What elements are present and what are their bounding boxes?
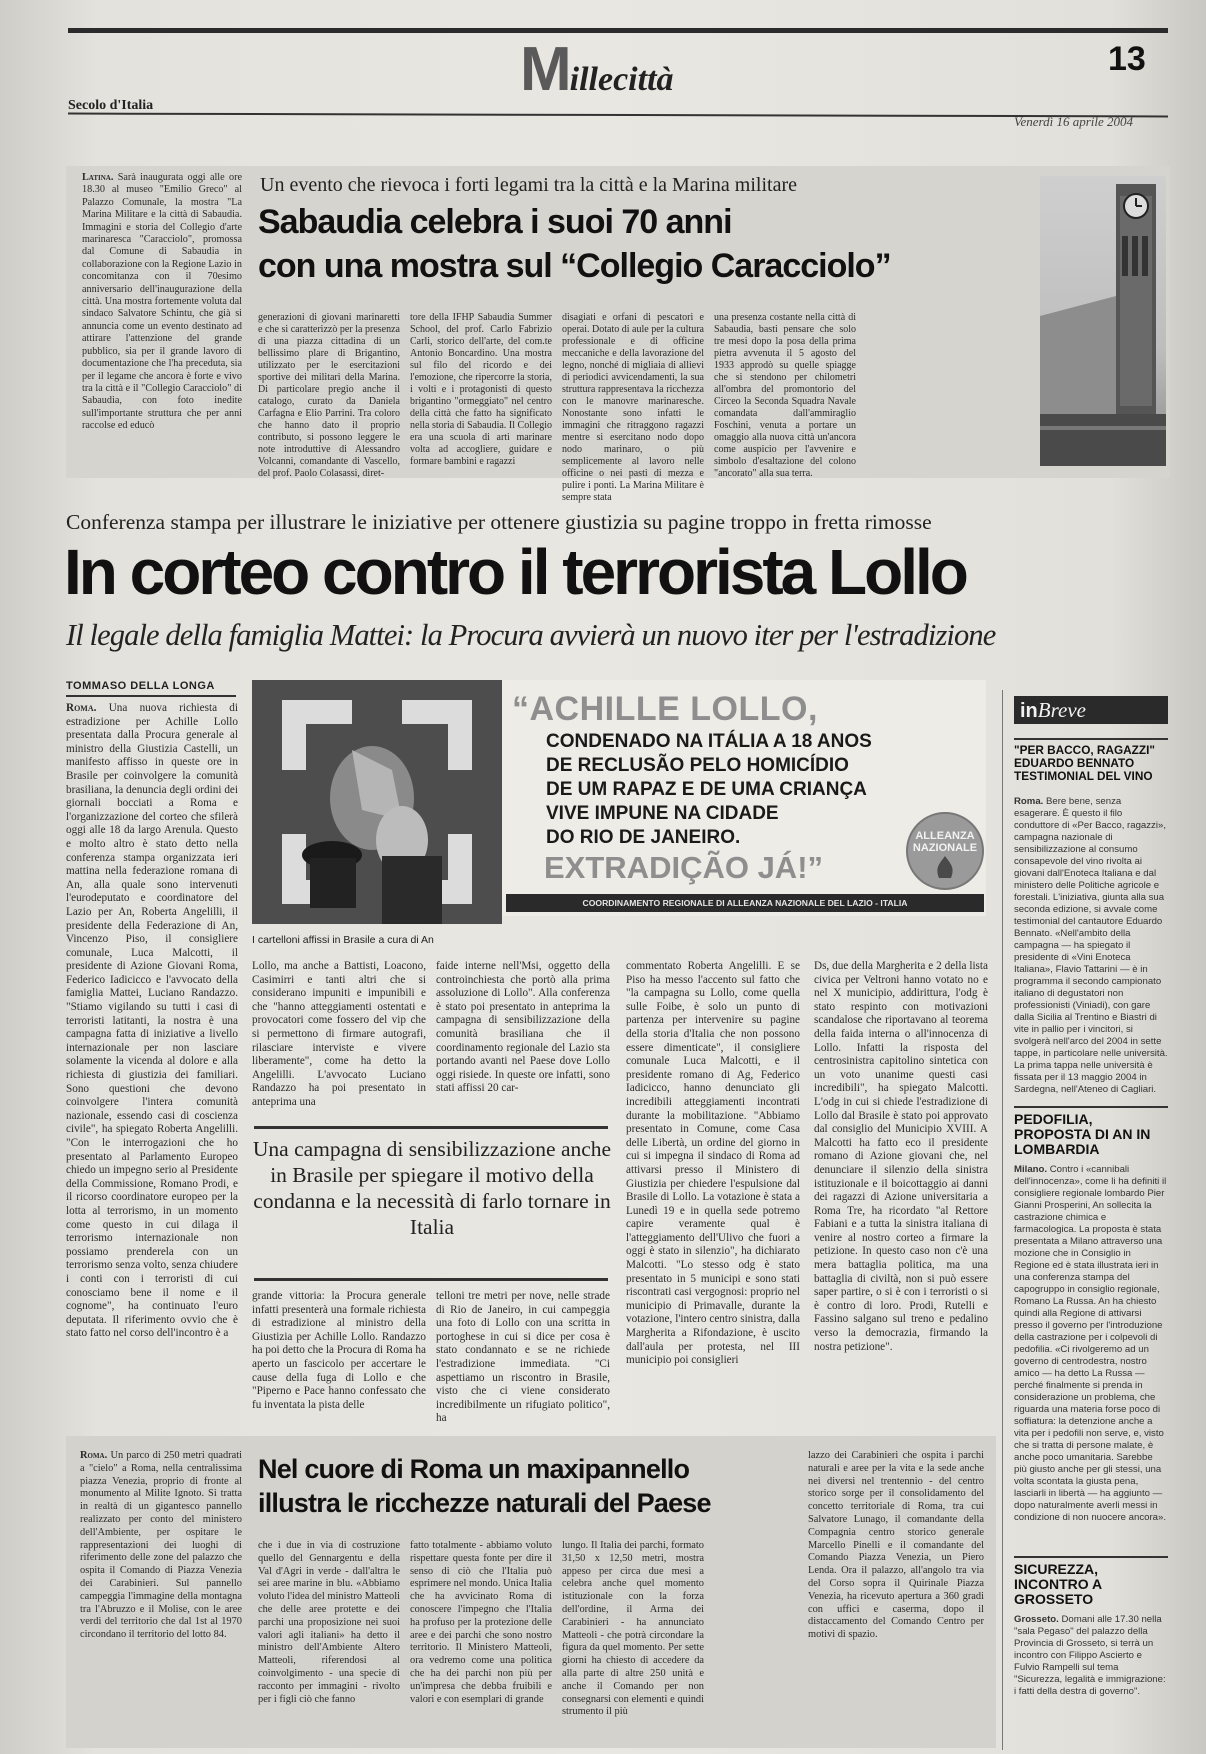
bottom-story-headline-1: Nel cuore di Roma un maxipannello [258, 1454, 690, 1484]
main-story-col-3a: faide interne nell'Msi, oggetto della controinchiesta che portò alla prima assoluzione di Lollo". Alla conferenza è stato poi presentato in anteprima la campagna di sensibilizzazione della comunità brasiliana che il coordinamento regionale del Lazio sta portando avanti nel Paese dove Lollo oggi risiede. In queste ore infatti, sono stati affissi 20 car- [436, 960, 610, 1095]
sabaudia-tower-photo [1040, 176, 1166, 466]
main-story-col-left-text: Una nuova richiesta di estradizione per Achille Lollo presentata dalla Procura generale al ministro della Giustizia Castelli, un manifesto affisso in queste ore in Brasile per coinvolgere la comunità brasiliana, la denuncia degli ordini dei giornali bocciati a Roma e l'organizzazione del corteo che sfilerà oggi alle 18 da largo Arenula. Questo e molto altro è stato detto nella conferenza stampa organizzata ieri mattina nella federazione romana di An, alla quale sono intervenuti l'eurodeputato e coordinatore del Lazio per An, Roberta Angelilli, il presidente della Federazione di An, Vincenzo Piso, il consigliere comunale, Luca Malcotti, il presidente di Azione Giovani Roma, Federico Iadicicco e l'avvocato della famiglia Mattei, Luciano Randazzo. "Stiamo vigilando su tutti i casi di terroristi latitanti, la nostra è una campagna fatta di iniziative a livello internazionale per non lasciare solamente la vicenda al dolore e alla richiesta di giustizia dei familiari. Sono questioni che devono coinvolgere l'intera comunità nazionale, essendo casi di coscienza civile", ha spiegato Roberta Angelilli. "Con le interrogazioni che ho presentato al Parlamento Europeo chiedo un impegno serio al Presidente della Commissione, Romano Prodi, e il ricorso coordinatore europeo per la lotta al terrorismo, in un momento come questo in cui dilaga il terrorismo internazionale non possiamo prenderela con un terrorismo senza volto, senza chiudere i conti con i terroristi di cui conosciamo bene il nome e il cognome", ha continuato l'euro deputata. Il riferimento ovvio che è stato fatto nel corso dell'incontro è a [66, 702, 239, 1340]
breve-item-3-title: SICUREZZA, INCONTRO A GROSSETO [1014, 1561, 1102, 1607]
breve-item-2-rule [1014, 1106, 1168, 1108]
flame-icon [925, 854, 965, 880]
poster-line-7: EXTRADIÇÃO JÁ!” [544, 850, 824, 885]
breve-item-1-title: "PER BACCO, RAGAZZI" EDUARDO BENNATO TESTIMONIAL DEL VINO [1014, 743, 1155, 783]
bottom-story-col-left [80, 1450, 242, 1742]
poster-photo [252, 680, 502, 924]
poster-line-5: VIVE IMPUNE NA CIDADE [546, 803, 779, 824]
poster-line-6: DO RIO DE JANEIRO. [546, 827, 741, 848]
top-sidebar-lead: Latina. [82, 172, 114, 183]
main-story-col-left [66, 702, 238, 1422]
poster-line-4: DE UM RAPAZ E DE UMA CRIANÇA [546, 779, 867, 800]
top-story-col-2: tore della IFHP Sabaudia Summer School, del prof. Carlo Fabrizio Carli, storico dell'arte, del com.te Antonio Boncardino. Una mostra sul filo del ricordo e dei l'emozione, che ripercorre la storia, i volti e i protagonisti di questo brigantino "ormeggiato" nel centro della città che fatto ha significato nella storia di Sabaudia. Il Collegio era una scuola di arti marinare volta ad accogliere, guidare e formare bambini e ragazzi [410, 312, 552, 467]
masthead-top-rule [68, 28, 1168, 33]
breve-item-1-body [1014, 796, 1168, 1094]
breve-item-1-rule [1014, 738, 1168, 740]
pullquote: Una campagna di sensibilizzazione anche in Brasile per spiegare il motivo della condanna e la necessità di farlo tornare in Italia [252, 1137, 612, 1239]
poster-line-2: CONDENADO NA ITÁLIA A 18 ANOS [546, 731, 872, 752]
breve-item-2-lead: Milano. [1014, 1164, 1048, 1175]
main-story-col-4: commentato Roberta Angelilli. E se Piso ha messo l'accento sul fatto che "la campagna su Lollo, come quella sulle Foibe, è solo un punto di partenza per intervenire su pagine della storia d'Italia che non possono essere dimenticate", il consigliere comunale Luca Malcotti, e il presidente romano di Ag, Federico Iadicicco, hanno denunciato gli incredibili atteggiamenti incontrati durante la mobilitazione. "Abbiamo presentato in Comune, come Casa delle Libertà, un ordine del giorno in cui si impegna il sindaco di Roma ad attivarsi presso il Ministero di Giustizia per chiedere l'espulsione dal Brasile di Lollo. La votazione è stata a Lunedì 19 e in quella sede potremo capire veramente qual è l'atteggiamento dell'Ulivo che fuori a oggi è stato in silenzio", ha dichiarato Malcotti. "Lo stesso odg è stato presentato in 5 municipi e sono stati riscontrati casi vergognosi: proprio nel municipio di Primavalle, durante la votazione, l'intero centro sinistra, dalla Margherita a Rifondazione, è uscito dall'aula per protesta, nel III municipio poi consiglieri [626, 960, 800, 1367]
photo-caption: I cartelloni affissi in Brasile a cura di An [252, 934, 434, 946]
alleanza-nazionale-logo [906, 812, 984, 890]
breve-item-2-body [1014, 1164, 1168, 1544]
issue-date: Venerdì 16 aprile 2004 [1014, 114, 1134, 129]
main-story-col-5: Ds, due della Margherita e 2 della lista civica per Veltroni hanno votato no e nel X municipio, addirittura, l'odg è stato respinto con motivazioni scandalose che riportavano al teorema della faida interna o all'innocenza di Lollo. Infatti la risposta del centrosinistra capitolino sintetica con un voto unanime questi casi incredibili", ha spiegato Malcotti. L'odg in cui si chiede l'estradizione di Lollo dal Brasile è stato poi approvato dal consiglio del Municipio XVIII. A Malcotti ha fatto eco il presidente romano di Azione giovani che, nel denunciare il silenzio della sinistra istituzionale e il boicottaggio ai danni dei ragazzi di Azione universitaria a Roma Tre, ha ricordato "al Rettore Fabiani e a tutta la sinistra italiana di venire al nostro corteo a firmare la petizione. In questo caso non c'è una mera battaglia politica, ma una battaglia di civiltà, non si può essere saper partire, o si è con i terroristi o si è contro di loro. Prodi, Rutelli e Fassino salgano sul treno e pedalino verso la democrazia, firmando la nostra petizione". [814, 960, 988, 1353]
top-story-headline-2: con una mostra sul “Collegio Caracciolo” [258, 247, 891, 285]
top-story-headline-1: Sabaudia celebra i suoi 70 anni [258, 203, 732, 241]
logo-text-2: NAZIONALE [912, 842, 978, 854]
logo-text-1: ALLEANZA [915, 830, 975, 842]
bottom-story-headline-2: illustra le ricchezze naturali del Paese [258, 1488, 711, 1518]
bottom-story-col-4: lazzo dei Carabinieri che ospita i parchi naturali e aree per la vita e la sede anche nei diversi nel trentennio - del centro storico sorge per il consolidamento del concetto territoriale di Roma, tra cui Salvatore Lunago, il comandante della Compagnia centro storico generale Marcello Pinelli e il comandante del Comando Piazza Venezia, un Piero Lenda. Ora il palazzo, all'angolo tra via del Corso sopra il Quirinale Piazza Venezia, ha ricevuto apertura a 360 gradi con uffici e caserma, dopo il distaccamento del Comando Centro per motivi di spazio. [808, 1450, 984, 1641]
byline: TOMMASO DELLA LONGA [66, 680, 236, 697]
masthead-section-title [520, 35, 674, 104]
main-story-headline: In corteo contro il terrorista Lollo [64, 536, 966, 608]
breve-item-3-rule [1014, 1556, 1168, 1558]
breve-item-1-lead: Roma. [1014, 796, 1044, 807]
section-initial: M [520, 35, 570, 104]
top-story-kicker: Un evento che rievoca i forti legami tra la città e la Marina militare [260, 174, 797, 196]
main-story-col-3b: telloni tre metri per nove, nelle strade di Rio de Janeiro, in cui campeggia una foto di Lollo con una scritta in portoghese in cui si dice per cosa è stato condannato e se ne richiede l'estradizione immediata. "Ci aspettiamo un riscontro in Brasile, visto che ci viene considerato incredibilmente un rifugiato politico", ha [436, 1290, 610, 1425]
bottom-story-col-left-text: Un parco di 250 metri quadrati a "cielo" a Roma, nella centralissima piazza Venezia, proprio di fronte al monumento al Milite Ignoto. Si tratta in realtà di un gigantesco pannello realizzato per conto del ministero dell'Ambiente, per ospitare le rappresentazioni dei luoghi di riferimento delle zone del palazzo che ospita il Comando di Piazza Venezia dei Carabinieri. Sul pannello campeggia l'immagine della montagna tra l'Abruzzo e il Molise, con le aree verdi del territorio che dal 1st al 1970 circondano il territorio del lotto 84. [80, 1450, 242, 1641]
main-story-col-2a: Lollo, ma anche a Battisti, Loacono, Casimirri e tanti altri che si considerano impuniti e impunibili e che "hanno atteggiamenti ostentati e provocatori come fossero del vip che si permettono di firmare autografi, rilasciare interviste e vivere liberamente", come ha detto la Angelilli. L'avvocato Luciano Randazzo ha poi presentato in anteprima una [252, 960, 426, 1108]
poster-footer: COORDINAMENTO REGIONALE DI ALLEANZA NAZIONALE DEL LAZIO - ITALIA [506, 894, 984, 912]
breve-item-3-body [1014, 1614, 1168, 1744]
main-story-lead-place: Roma. [66, 702, 97, 714]
lollo-photo-illustration [252, 680, 502, 924]
poster-line-3: DE RECLUSÃO PELO HOMICÍDIO [546, 755, 849, 776]
breve-item-3-lead: Grosseto. [1014, 1614, 1059, 1625]
pullquote-bottom-rule [254, 1278, 608, 1281]
poster-line-1: “ACHILLE LOLLO, [512, 690, 818, 728]
breve-item-2-text: Contro i «cannibali dell'innocenza», come li ha definiti il consigliere regionale lombardo Pier Gianni Prosperini, An sollecita la castrazione chimica e farmacologica. La proposta è stata presentata a Milano attraverso una mozione che in Consiglio in Regione ed è stata illustrata ieri in una conferenza stampa del capogruppo in consiglio regionale, Romano La Russa. An ha chiesto quindi alla Regione di attivarsi presso il governo per l'introduzione della castrazione per i colpevoli di pedofilia. «Ci rivolgeremo ad un governo di centrodestra, nostro amico — ha detto La Russa — perché finalmente si prenda in considerazione un problema, che riguarda una materia forse poco di soffiatura: la detenzione anche a vita per i pedofili non serve, e, visto che si tratta di persone malate, è anche poco umanitaria. Sarebbe più giusto anche per gli stessi, una volta scontata la giusta pena, lasciarli in libertà — ha aggiunto — dopo naturalmente averli messi in condizione di non nuocere ancora». [1014, 1164, 1167, 1523]
pullquote-top-rule [254, 1126, 608, 1129]
tower-illustration [1040, 176, 1166, 466]
bottom-story-lead-place: Roma. [80, 1450, 108, 1461]
top-story-col-1: generazioni di giovani marinaretti e che si caratterizzò per la presenza di una piazza cittadina di un bellissimo plare di Brigantino, utilizzato per le esercitazioni sportive dei militari della Marina. Di particolare pregio anche il catalogo, curato da Daniela Carfagna e Elio Parrini. Tra coloro che hanno dato il proprio contributo, si possono leggere le note introduttive di Alessandro Volcanni, comandante di Vascello, del prof. Paolo Colasassi, diret- [258, 312, 400, 479]
bottom-story-col-3: lungo. Il Italia dei parchi, formato 31,50 x 12,50 metri, mostra appeso per circa due mesi a celebra anche quel momento istituzionale con la forza dell'ordine, il Arma dei Carabinieri - ha annunciato Matteoli - che potrà circondare la figura da quel momento. Per sette giorni ha chiesto di accedere da alla parte di altre 250 unità e anche il Comando per non consegnarsi con elementi e quindi strumento il più [562, 1540, 704, 1718]
bottom-story-col-2: fatto totalmente - abbiamo voluto rispettare questa fonte per dire il senso di ciò che l'Italia può esprimere nel mondo. Unica Italia che ha avvicinato Roma di conoscere l'impegno che l'Italia ha profuso per la protezione delle aree e dei parchi che sono nostro territorio. Il Ministero Matteoli, ora vedremo come una politica che ha dei parchi non più per un'impresa che debba fruibili e valori e con esemplari di grande [410, 1540, 552, 1705]
main-story-kicker: Conferenza stampa per illustrare le iniziative per ottenere giustizia su pagine troppo in fretta rimosse [66, 510, 932, 534]
top-sidebar-text: Sarà inaugurata oggi alle ore 18.30 al museo "Emilio Greco" al Palazzo Comunale, la mostra "La Marina Militare e la città di Sabaudia. Immagini e storia del Collegio d'arte marinaresca "Caracciolo", promossa dal Comune di Sabaudia in collaborazione con la Regione Lazio in concomitanza con il 70esimo anniversario dell'inaugurazione della città. Una mostra fortemente voluta dal sindaco Salvatore Schintu, che già si annuncia come un evento destinato ad attirare l'attenzione del grande pubblico, sia per il grande lavoro di documentazione che l'ha preceduta, sia per il legame che ancora è forte e vivo tra la città e il "Collegio Caracciolo" di Sabaudia, con foto inedite sull'importante struttura che per anni raccolse ed educò [82, 172, 243, 432]
breve-item-3-text: Domani alle 17.30 nella "sala Pegaso" del palazzo della Provincia di Grosseto, si terrà un incontro con Filippo Ascierto e Fulvio Rampelli sul tema "Sicurezza, legalità e immigrazione: i fatti della destra di governo". [1014, 1614, 1166, 1697]
breve-item-2-title: PEDOFILIA, PROPOSTA DI AN IN LOMBARDIA [1014, 1111, 1151, 1157]
in-breve-in: in [1020, 700, 1038, 722]
in-breve-header [1014, 696, 1168, 724]
top-story-sidebar [82, 172, 242, 468]
sidebar-divider [1002, 690, 1003, 1750]
in-breve-rest: Breve [1037, 698, 1086, 722]
section-name: illecittà [569, 61, 674, 98]
main-story-subheadline: Il legale della famiglia Mattei: la Procura avvierà un nuovo iter per l'estradizione [66, 618, 996, 652]
breve-item-1-text: Bere bene, senza esagerare. È questo il filo conduttore di «Per Bacco, ragazzi», campagna nazionale di sensibilizzazione al consumo consapevole del vino rivolta ai giovani dall'Enoteca Italiana e dal ministero delle Politiche agricole e forestali. L'iniziativa, giunta alla sua seconda edizione, si avvale come testimonial del cantautore Eduardo Bennato. «Nell'ambito della campagna — ha spiegato il presidente di «Vini Enoteca Italiana», Flavio Tattarini — è in programma il secondo campionato italiano di degustatori non professionisti (Viniadi), con gare dalla Sicilia al Trentino e Biastri di vite in pallio per i vincitori, si svolgerà nell'arco del 2004 in sette tappe, in particolare nelle università. La prima tappa nelle università è fissata per il 13 maggio 2004 in Sardegna, nell'Ateneo di Cagliari. [1014, 796, 1168, 1095]
page-number: 13 [1108, 40, 1146, 78]
main-story-col-2b: grande vittoria: la Procura generale infatti presenterà una formale richiesta di estradizione al ministro della Giustizia per Achille Lollo. Randazzo ha poi detto che la Procura di Roma ha aperto un fascicolo per accertare le cause della fuga di Lollo e che "Piperno e Pace hanno confessato che fu inventata la pista delle [252, 1290, 426, 1411]
masthead-rule [68, 113, 1168, 118]
paper-name: Secolo d'Italia [68, 98, 154, 113]
top-story-col-3: disagiati e orfani di pescatori e operai. Dotato di aule per la cultura professionale e di officine meccaniche e della lavorazione del legno, nonché di migliaia di allievi di periodici avvicendamenti, la sua struttura rappresentava la ricchezza con le manovre marinaresche. Nonostante sono infatti le immagini che ritraggono ragazzi mentre si esercitano nodo dopo nodo marinaro, o più semplicemente al lavoro nelle officine o nei pasti di mezza e pulire i ponti. La Marina Militare è sempre stata [562, 312, 704, 503]
top-story-col-4: una presenza costante nella città di Sabaudia, basti pensare che solo tre mesi dopo la posa della prima pietra avvenuta il 5 agosto del 1933 approdò su quelle spiagge che si stendono per chilometri all'ombra del promontorio del Circeo la Seconda Squadra Navale comandata dall'ammiraglio Foschini, venuta a portare un omaggio alla nuova città un'ancora come auspicio per l'avvenire e simbolo d'esaltazione del colono "ancorato" alla sua terra. [714, 312, 856, 479]
bottom-story-col-1: che i due in via di costruzione quello del Gennargentu e della Val d'Agri in verde - dall'altra le sei aree marine in blu. «Abbiamo voluto l'idea del ministro Matteoli che delle aree protette e dei parchi una proposizione nei suoi valori agli italiani» ha detto il ministro dell'Ambiente Altero Matteoli, riferendosi al coinvolgimento - una specie di racconto per immagini - rivolto per i figli ciò che fanno [258, 1540, 400, 1705]
